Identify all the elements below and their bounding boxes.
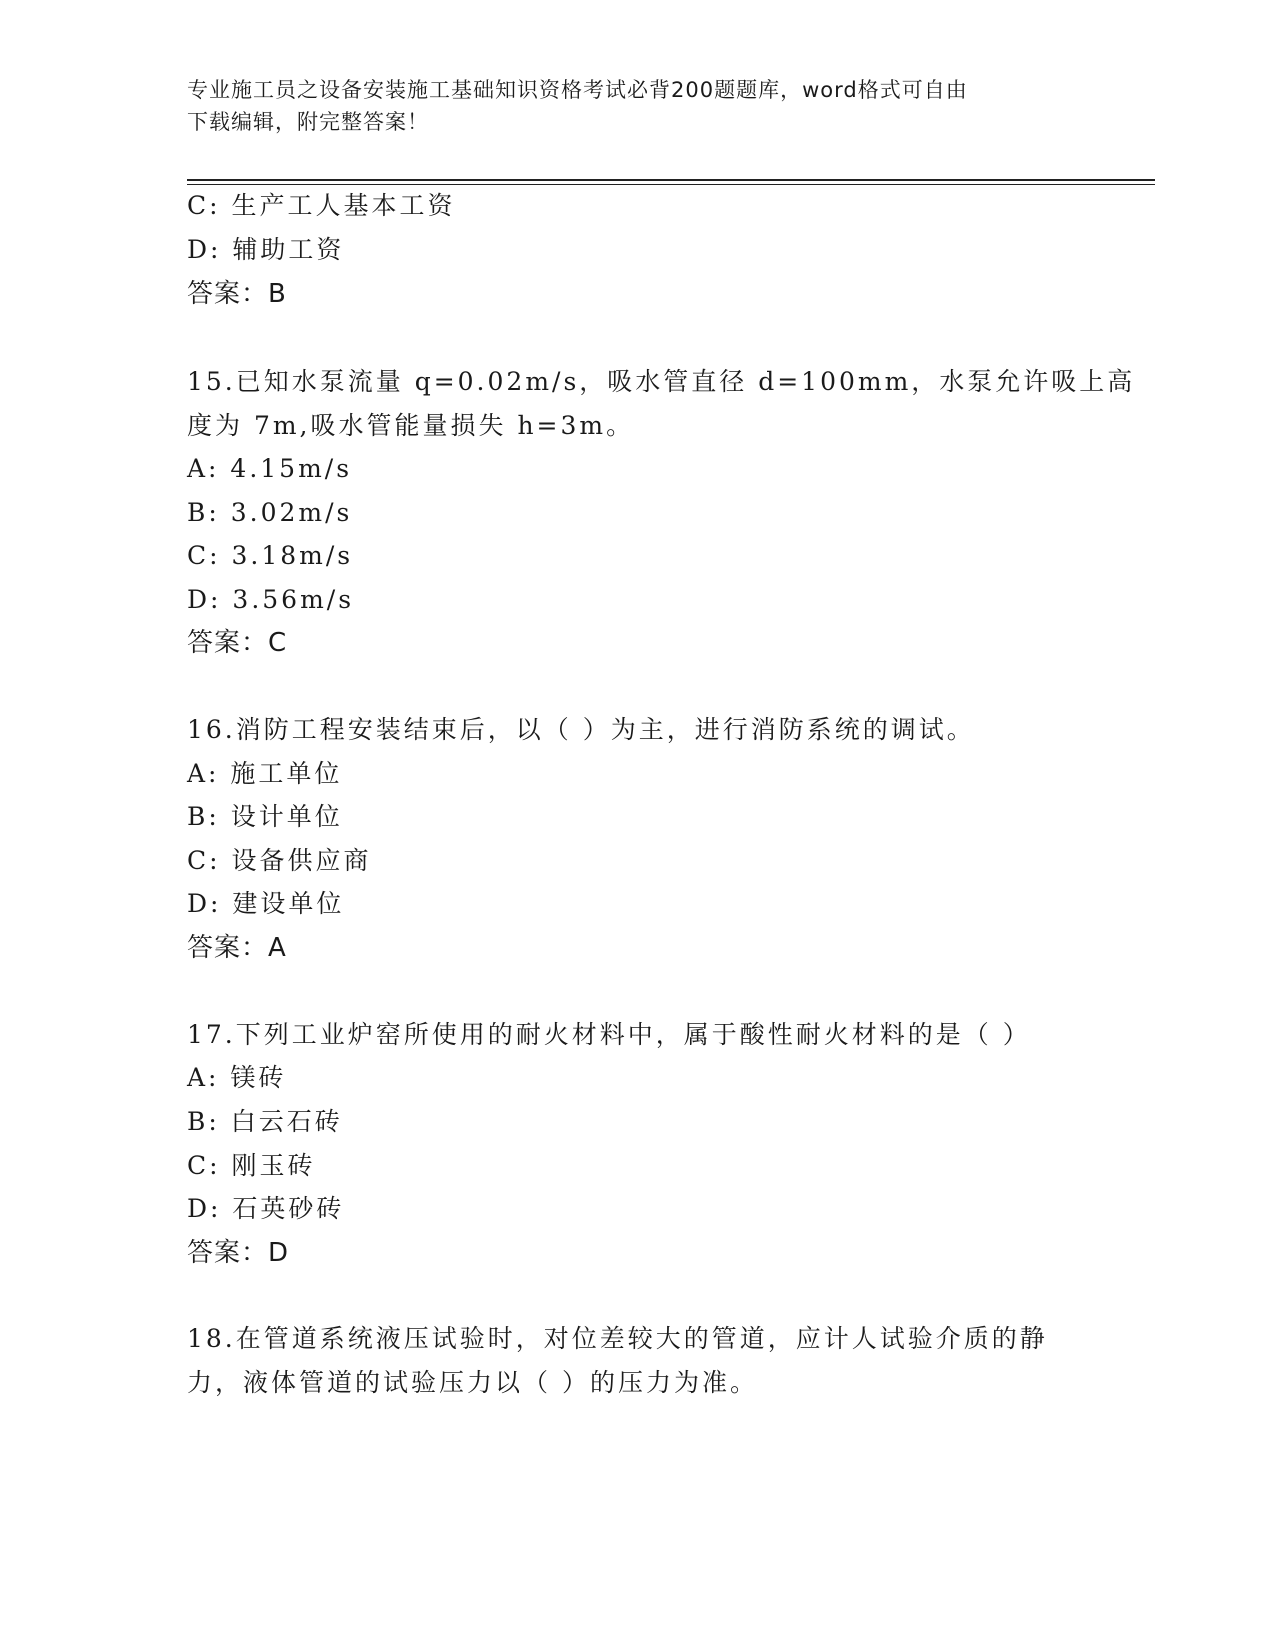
q14-answer: 答案：B [187, 279, 287, 309]
q17-option-b: B: 白云石砖 [187, 1107, 343, 1136]
q15-stem-line-1: 15.已知水泵流量 q=0.02m/s，吸水管直径 d=100mm，水泵允许吸上高 [187, 367, 1136, 396]
document-header [187, 74, 1087, 138]
q15-answer: 答案：C [187, 628, 288, 658]
q17-option-c: C: 刚玉砖 [187, 1151, 316, 1180]
q14-option-d: D: 辅助工资 [187, 235, 345, 264]
q15-option-b: B: 3.02m/s [187, 498, 353, 527]
q15-option-c: C: 3.18m/s [187, 541, 354, 570]
q16-stem-line-1: 16.消防工程安装结束后，以（ ）为主，进行消防系统的调试。 [187, 715, 975, 744]
q17-answer: 答案：D [187, 1238, 290, 1268]
q15-option-a: A: 4.15m/s [187, 454, 353, 483]
q16-option-d: D: 建设单位 [187, 889, 345, 918]
q15-option-d: D: 3.56m/s [187, 585, 355, 614]
q18-stem-line-2: 力，液体管道的试验压力以（ ）的压力为准。 [187, 1368, 758, 1397]
q17-stem-line-1: 17.下列工业炉窑所使用的耐火材料中，属于酸性耐火材料的是（ ） [187, 1020, 1031, 1049]
q16-option-a: A: 施工单位 [187, 759, 343, 788]
header-line-1: 专业施工员之设备安装施工基础知识资格考试必背200题题库，word格式可自由 [187, 78, 968, 102]
q16-option-b: B: 设计单位 [187, 802, 343, 831]
q14-option-c: C: 生产工人基本工资 [187, 191, 456, 220]
q15-stem-line-2: 度为 7m,吸水管能量损失 h=3m。 [187, 411, 635, 440]
q17-option-d: D: 石英砂砖 [187, 1194, 345, 1223]
header-line-2: 下载编辑，附完整答案！ [187, 110, 429, 134]
q18-stem-line-1: 18.在管道系统液压试验时，对位差较大的管道，应计人试验介质的静 [187, 1324, 1048, 1353]
header-divider-thick [187, 179, 1155, 181]
q16-option-c: C: 设备供应商 [187, 846, 372, 875]
q17-option-a: A: 镁砖 [187, 1063, 287, 1092]
header-divider-thin [187, 184, 1155, 185]
q16-answer: 答案：A [187, 933, 287, 963]
